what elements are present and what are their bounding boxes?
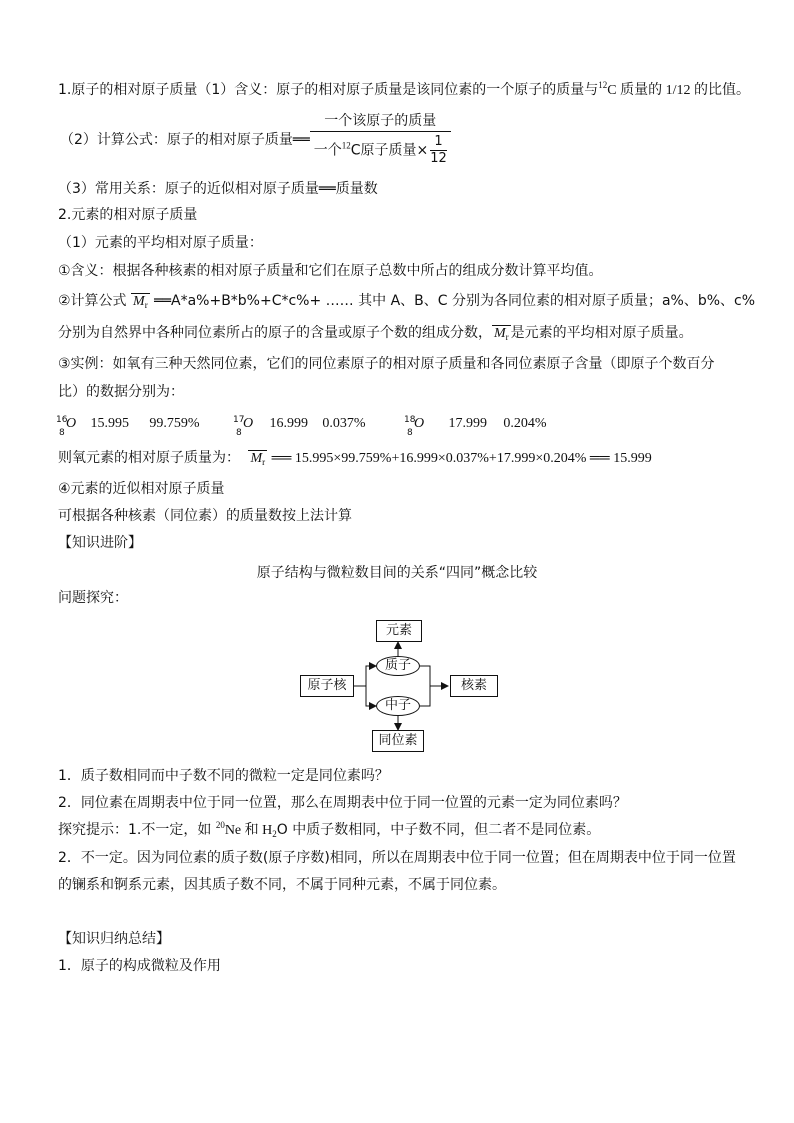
answer-2-cont: 的镧系和锕系元素，因其质子数不同，不属于同种元素，不属于同位素。 — [58, 877, 506, 893]
atomic-number: 8 — [59, 428, 65, 438]
para-formula-average — [58, 292, 755, 311]
para-formula — [60, 110, 451, 167]
subheading-average-mass: （1）元素的平均相对原子质量： — [58, 235, 263, 251]
section-advanced: 【知识进阶】 — [58, 535, 142, 551]
hint-text-tail: O 中质子数相同，中子数不同，但二者不是同位素。 — [276, 822, 601, 838]
formula-denominator — [310, 132, 451, 167]
para-example-cont: 比）的数据分别为： — [58, 384, 184, 400]
mass-number: 17 — [233, 415, 245, 425]
isotope-percent: 0.037% — [322, 416, 366, 431]
hint-1 — [58, 821, 600, 840]
element-symbol: O — [66, 416, 77, 431]
para-approx-mass: ④元素的近似相对原子质量 — [58, 481, 225, 497]
mr-letter-3: M — [250, 451, 263, 466]
mr-subscript: r — [144, 300, 148, 310]
isotope-symbol-o18 — [404, 414, 430, 438]
isotope-percent: 0.204% — [503, 416, 547, 431]
mr-letter-2: M — [494, 326, 506, 341]
definition-text: 1.原子的相对原子质量（1）含义：原子的相对原子质量是该同位素的一个原子的质量与 — [58, 82, 599, 98]
element-symbol: O — [243, 416, 254, 431]
formula-fraction — [310, 110, 451, 167]
para-meaning: ①含义：根据各种核素的相对原子质量和它们在原子总数中所占的组成分数计算平均值。 — [58, 263, 603, 279]
para-oxygen-mass — [58, 449, 652, 468]
small-denominator: 12 — [430, 151, 447, 166]
node-neutron: 中子 — [376, 696, 420, 716]
heading-element-mass: 2.元素的相对原子质量 — [58, 207, 198, 223]
summary-item-1: 1．原子的构成微粒及作用 — [58, 958, 221, 974]
denominator-text: 一个 — [313, 142, 342, 159]
mr-symbol-3 — [248, 450, 267, 466]
small-numerator: 1 — [430, 134, 447, 151]
node-proton: 质子 — [376, 656, 420, 676]
advanced-title: 原子结构与微粒数目间的关系“四同”概念比较 — [256, 565, 538, 581]
section-summary: 【知识归纳总结】 — [58, 931, 170, 947]
one-twelfth-fraction — [430, 134, 447, 167]
definition-superscript: 12 — [598, 80, 608, 90]
explanation-text: 分别为自然界中各种同位素所占的原子的含量或原子个数的组成分数， — [58, 325, 492, 341]
para-definition — [58, 81, 750, 100]
atomic-number: 8 — [407, 428, 413, 438]
oxygen-mass-label: 则氧元素的相对原子质量为： — [58, 450, 240, 466]
question-1: 1．质子数相同而中子数不同的微粒一定是同位素吗？ — [58, 768, 389, 784]
isotope-symbol-o17 — [233, 414, 259, 438]
mass-number: 18 — [404, 415, 416, 425]
concept-diagram — [296, 618, 502, 752]
isotope-percent: 99.759% — [149, 416, 200, 431]
hint-text: 探究提示：1.不一定，如 — [58, 822, 216, 838]
isotope-row-3 — [404, 414, 547, 438]
para-calc-method: 可根据各种核素（同位素）的质量数按上法计算 — [58, 508, 352, 524]
isotope-row-2 — [233, 414, 366, 438]
explanation-text-tail: 是元素的平均相对原子质量。 — [510, 325, 693, 341]
isotope-value: 16.999 — [269, 416, 308, 431]
question-2: 2．同位素在周期表中位于同一位置，那么在周期表中位于同一位置的元素一定为同位素吗？ — [58, 795, 627, 811]
definition-text-tail: C 质量的 1/12 的比值。 — [607, 83, 750, 98]
formula-average-label: ②计算公式 — [58, 293, 127, 309]
hint-text-mid: Ne 和 H — [224, 823, 273, 838]
node-isotope: 同位素 — [372, 730, 424, 752]
mr-symbol-2 — [492, 325, 511, 341]
isotope-value: 17.999 — [448, 416, 487, 431]
denominator-text-tail: C原子质量× — [350, 142, 429, 159]
node-nucleus: 原子核 — [300, 675, 354, 697]
para-explanation — [58, 324, 693, 343]
question-heading: 问题探究： — [58, 590, 128, 606]
isotope-value: 15.995 — [90, 416, 129, 431]
node-nuclide: 核素 — [450, 675, 498, 697]
hint-superscript: 20 — [215, 820, 225, 830]
mr-symbol — [131, 293, 150, 309]
element-symbol: O — [414, 416, 425, 431]
answer-2: 2．不一定。因为同位素的质子数(原子序数)相同，所以在周期表中位于同一位置；但在周期表中位于同一位置 — [58, 850, 736, 866]
oxygen-mass-calculation: ══ 15.995×99.759%+16.999×0.037%+17.999×0.204% ══ 15.999 — [271, 451, 652, 466]
para-relation: （3）常用关系：原子的近似相对原子质量══质量数 — [58, 181, 378, 197]
isotope-row-1 — [56, 414, 200, 438]
mr-subscript-2: r — [505, 332, 509, 342]
mass-number: 16 — [56, 415, 68, 425]
formula-numerator: 一个该原子的质量 — [310, 110, 451, 132]
mr-letter: M — [133, 294, 145, 309]
para-example: ③实例：如氧有三种天然同位素，它们的同位素原子的相对原子质量和各同位素原子含量（即原子个数百分 — [58, 356, 715, 372]
formula-label: （2）计算公式：原子的相对原子质量══ — [60, 131, 310, 148]
node-element: 元素 — [376, 620, 422, 642]
hint-subscript: 2 — [272, 829, 277, 839]
denominator-superscript: 12 — [341, 140, 351, 151]
isotope-symbol-o16 — [56, 414, 82, 438]
formula-average-text: ══A*a%+B*b%+C*c%+ …… 其中 A、B、C 分别为各同位素的相对原子质量；a%、b%、c% — [154, 293, 756, 309]
atomic-number: 8 — [236, 428, 242, 438]
mr-subscript-3: r — [262, 457, 266, 467]
